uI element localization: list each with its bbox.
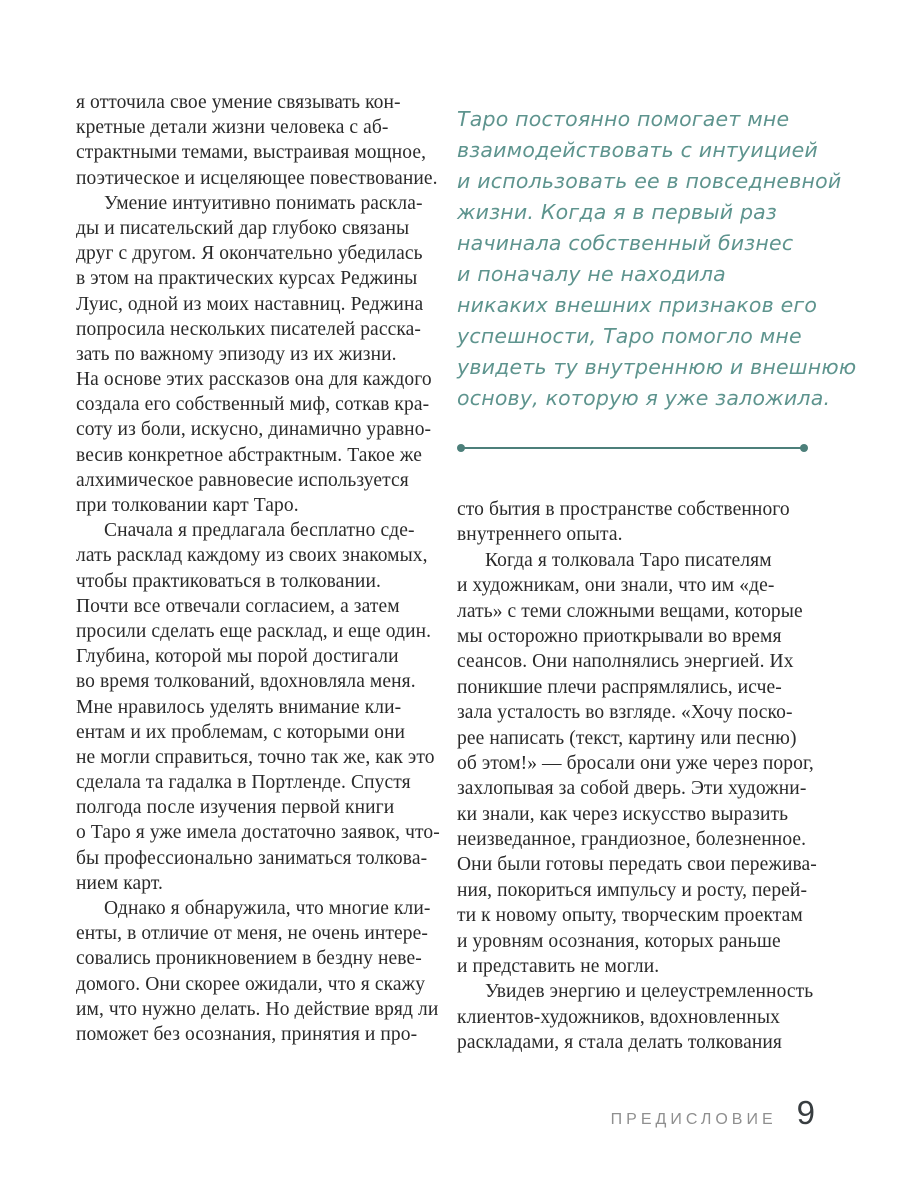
text-line: Глубина, которой мы порой достигали — [76, 646, 399, 668]
divider-rule — [460, 447, 805, 449]
text-line: жизни. Когда я в первый раз — [457, 200, 778, 224]
text-line: нием карт. — [76, 872, 163, 894]
text-line: при толковании карт Таро. — [76, 495, 299, 516]
text-line: соту из боли, искусно, динамично уравно- — [76, 419, 432, 441]
text-line: неизведанное, грандиозное, болезненное. — [457, 829, 807, 851]
text-line: не могли справиться, точно так же, как это — [76, 746, 435, 768]
text-line: просили сделать еще расклад, и еще один. — [76, 620, 432, 642]
text-line: поникшие плечи распрямлялись, исче- — [457, 676, 782, 698]
text-line: сделала та гадалка в Портленде. Спустя — [76, 772, 411, 794]
text-line: об этом!» — бросали они уже через порог, — [457, 752, 814, 774]
text-line: взаимодействовать с интуицией — [457, 138, 818, 162]
text-line: Таро постоянно помогает мне — [457, 107, 790, 131]
divider-right-dot-icon — [800, 444, 808, 452]
text-line: ния, покориться импульсу и росту, перей- — [457, 879, 808, 901]
text-line: лать» с теми сложными вещами, которые — [457, 600, 803, 622]
text-line: начинала собственный бизнес — [457, 231, 794, 255]
text-line: раскладами, я стала делать толкования — [457, 1032, 782, 1054]
text-line: весив конкретное абстрактным. Такое же — [76, 444, 422, 466]
text-line: Однако я обнаружила, что многие кли- — [104, 898, 431, 919]
text-line: внутреннего опыта. — [457, 524, 623, 546]
text-line: и использовать ее в повседневной — [457, 169, 842, 193]
text-line: основу, которую я уже заложила. — [457, 386, 831, 410]
text-line: домого. Они скорее ожидали, что я скажу — [76, 973, 426, 995]
text-line: мы осторожно приоткрывали во время — [457, 625, 782, 647]
text-line: ды и писательский дар глубоко связаны — [76, 217, 410, 239]
text-line: ки знали, как через искусство выразить — [457, 803, 789, 825]
text-line: Луис, одной из моих наставниц. Реджина — [76, 293, 424, 315]
text-line: я отточила свое умение связывать кон- — [76, 92, 401, 113]
text-line: страктными темами, выстраивая мощное, — [76, 142, 427, 164]
text-line: сеансов. Они наполнялись энергией. Их — [457, 651, 794, 673]
text-line: зать по важному эпизоду из их жизни. — [76, 343, 397, 365]
text-line: Мне нравилось уделять внимание кли- — [76, 696, 402, 718]
text-line: увидеть ту внутреннюю и внешнюю — [457, 355, 857, 379]
text-line: На основе этих рассказов она для каждого — [76, 369, 432, 391]
text-line: поможет без осознания, принятия и про- — [76, 1023, 418, 1045]
text-line: успешности, Таро помогло мне — [457, 324, 802, 348]
text-line: ентам и их проблемам, с которыми они — [76, 721, 406, 743]
text-line: Они были готовы передать свои пережива- — [457, 854, 817, 876]
footer-section-label: ПРЕДИСЛОВИЕ — [610, 1111, 777, 1128]
text-line: Сначала я предлагала бесплатно сде- — [104, 520, 415, 542]
left-text-column — [76, 90, 456, 1047]
text-line: лать расклад каждому из своих знакомых, — [76, 545, 428, 567]
footer-page-number: 9 — [796, 1094, 815, 1131]
text-line: клиентов-художников, вдохновленных — [457, 1006, 780, 1028]
text-line: в этом на практических курсах Реджины — [76, 268, 418, 290]
text-line: Почти все отвечали согласием, а затем — [76, 595, 400, 617]
text-line: попросила нескольких писателей расска- — [76, 318, 421, 340]
text-line: создала его собственный миф, соткав кра- — [76, 394, 430, 416]
text-line: полгода после изучения первой книги — [76, 797, 395, 819]
text-line: захлопывая за собой дверь. Эти художни- — [457, 778, 807, 800]
text-line: во время толкований, вдохновляла меня. — [76, 671, 416, 693]
text-line: зала усталость во взгляде. «Хочу поско- — [457, 702, 793, 724]
text-line: совались проникновением в бездну неве- — [76, 948, 422, 970]
text-line: сто бытия в пространстве собственного — [457, 499, 790, 520]
right-text-column — [457, 497, 837, 1056]
text-line: ти к новому опыту, творческим проектам — [457, 905, 803, 927]
text-line: Когда я толковала Таро писателям — [485, 549, 772, 571]
text-line: никаких внешних признаков его — [457, 293, 818, 317]
text-line: бы профессионально заниматься толкова- — [76, 847, 428, 869]
text-line: кретные детали жизни человека с аб- — [76, 117, 389, 139]
text-line: поэтическое и исцеляющее повествование. — [76, 167, 438, 189]
text-line: друг с другом. Я окончательно убедилась — [76, 243, 423, 265]
text-line: Умение интуитивно понимать раскла- — [104, 192, 423, 214]
text-line: Увидев энергию и целеустремленность — [485, 981, 814, 1003]
text-line: о Таро я уже имела достаточно заявок, что- — [76, 822, 440, 844]
text-line: и уровням осознания, которых раньше — [457, 930, 781, 952]
text-line: енты, в отличие от меня, не очень интере- — [76, 923, 428, 945]
text-line: и поначалу не находила — [457, 262, 726, 286]
quote-divider — [457, 444, 808, 452]
text-line: чтобы практиковаться в толковании. — [76, 570, 381, 592]
text-line: и представить не могли. — [457, 956, 660, 978]
text-line: алхимическое равновесие используется — [76, 469, 409, 491]
pull-quote — [457, 104, 857, 414]
text-line: рее написать (текст, картину или песню) — [457, 727, 797, 749]
text-line: и художникам, они знали, что им «де- — [457, 575, 775, 597]
page-footer — [611, 1094, 815, 1132]
text-line: им, что нужно делать. Но действие вряд ли — [76, 998, 439, 1020]
